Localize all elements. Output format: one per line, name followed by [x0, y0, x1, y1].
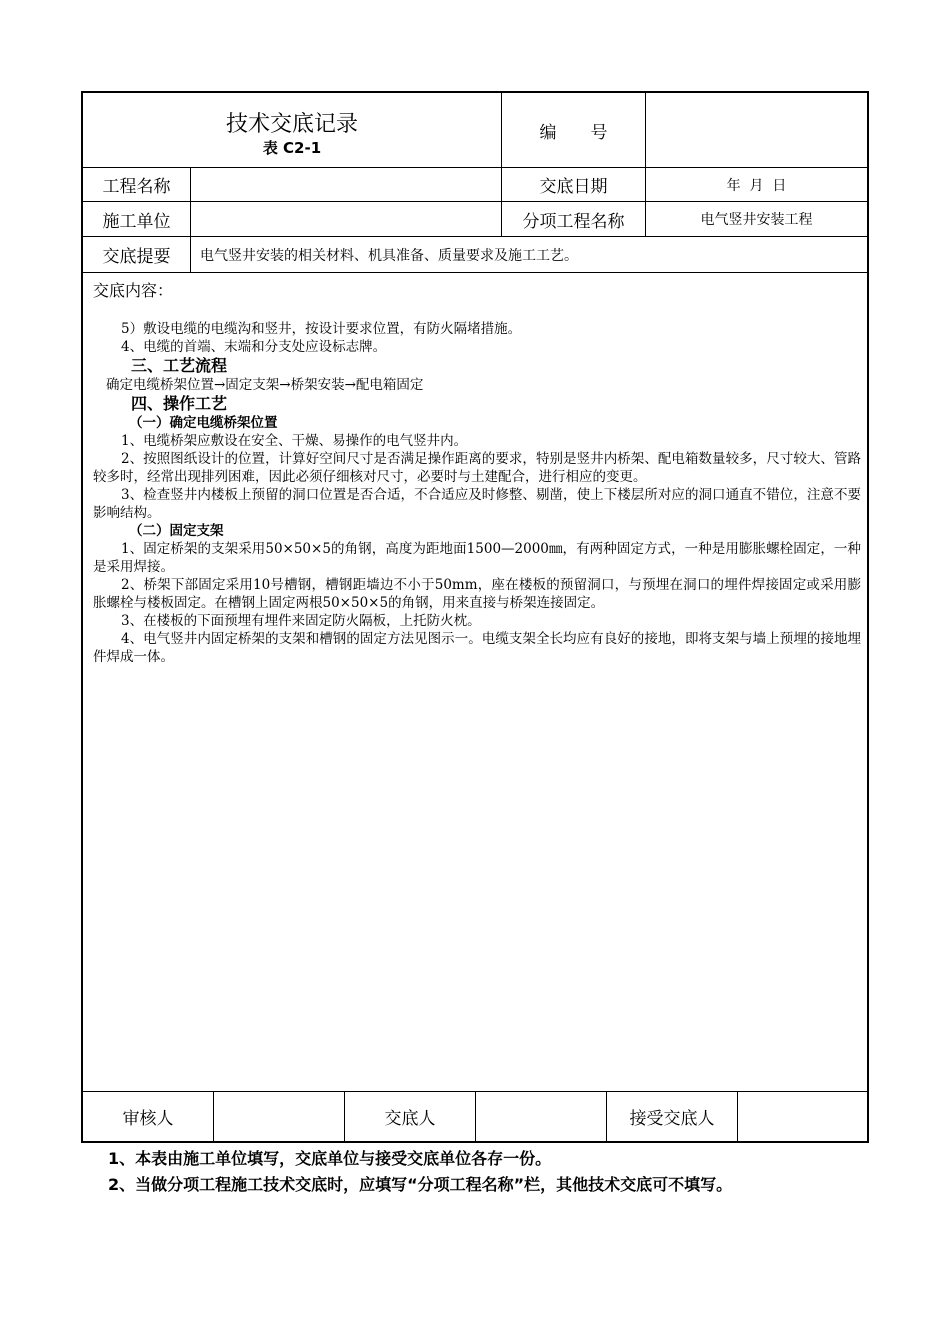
section-title: 四、操作工艺: [131, 394, 228, 413]
number-label: 编 号: [539, 122, 608, 143]
content-line: 2、按照图纸设计的位置，计算好空间尺寸是否满足操作距离的要求，特别是竖井内桥架、配电箱数量较多，尺寸较大、管路较多时，经常出现排列困难，因此必须仔细核对尺寸，必要时与土建配合，进行相应的变更。: [93, 451, 861, 485]
construction-unit-field[interactable]: [191, 202, 501, 236]
sub-project-label: 分项工程名称: [522, 211, 625, 232]
summary-field[interactable]: 电气竖井安装的相关材料、机具准备、质量要求及施工工艺。: [200, 247, 578, 264]
discloser-field[interactable]: [476, 1092, 606, 1141]
content-line: 5）敷设电缆的电缆沟和竖井，按设计要求位置，有防火隔堵措施。: [121, 321, 522, 337]
discloser-label: 交底人: [384, 1109, 436, 1129]
number-field[interactable]: [646, 93, 867, 167]
date-label: 交底日期: [539, 177, 608, 197]
project-name-label: 工程名称: [102, 177, 171, 197]
reviewer-field[interactable]: [214, 1092, 344, 1141]
content-line: 1、电缆桥架应敷设在安全、干燥、易操作的电气竖井内。: [121, 433, 468, 449]
sub-project-field[interactable]: 电气竖井安装工程: [700, 212, 813, 228]
receiver-label: 接受交底人: [629, 1109, 715, 1129]
summary-label: 交底提要: [102, 247, 171, 267]
form-title-block: [83, 93, 501, 167]
date-field[interactable]: 年 月 日: [726, 177, 787, 194]
content-line: 2、桥架下部固定采用10号槽钢，槽钢距墙边不小于50mm，座在楼板的预留洞口，与预埋在洞口的埋件焊接固定或采用膨胀螺栓与楼板固定。在槽钢上固定两根50×50×5的角钢，用来直接与桥架连接固定。: [93, 577, 861, 611]
footnote: 2、当做分项工程施工技术交底时，应填写“分项工程名称”栏，其他技术交底可不填写。: [108, 1175, 733, 1194]
content-line: 3、检查竖井内楼板上预留的洞口位置是否合适，不合适应及时修整、剔凿，使上下楼层所对应的洞口通直不错位，注意不要影响结构。: [93, 487, 861, 521]
process-flow: 确定电缆桥架位置→固定支架→桥架安装→配电箱固定: [106, 377, 424, 393]
content-line: 1、固定桥架的支架采用50×50×5的角钢，高度为距地面1500—2000㎜，有两种固定方式，一种是用膨胀螺栓固定，一种是采用焊接。: [93, 541, 861, 575]
form-code: 表 C2-1: [262, 139, 322, 157]
divider: [83, 272, 867, 273]
content-body: [93, 320, 861, 666]
project-name-field[interactable]: [191, 168, 501, 201]
section-title: 三、工艺流程: [131, 356, 228, 375]
content-line: 4、电缆的首端、末端和分支处应设标志牌。: [121, 339, 387, 355]
reviewer-label: 审核人: [122, 1109, 174, 1129]
footnote: 1、本表由施工单位填写，交底单位与接受交底单位各存一份。: [108, 1149, 552, 1168]
subsection-title: （一）确定电缆桥架位置: [129, 415, 278, 431]
form-title: 技术交底记录: [225, 112, 358, 137]
footnotes: [108, 1146, 732, 1198]
content-line: 4、电气竖井内固定桥架的支架和槽钢的固定方法见图示一。电缆支架全长均应有良好的接地，即将支架与墙上预埋的接地埋件焊成一体。: [93, 631, 861, 665]
content-line: 3、在楼板的下面预埋有埋件来固定防火隔板，上托防火枕。: [121, 613, 481, 629]
subsection-title: （二）固定支架: [129, 523, 224, 539]
receiver-field[interactable]: [738, 1092, 867, 1141]
record-form: [81, 91, 869, 1143]
content-label: 交底内容：: [93, 281, 174, 300]
construction-unit-label: 施工单位: [102, 211, 171, 232]
